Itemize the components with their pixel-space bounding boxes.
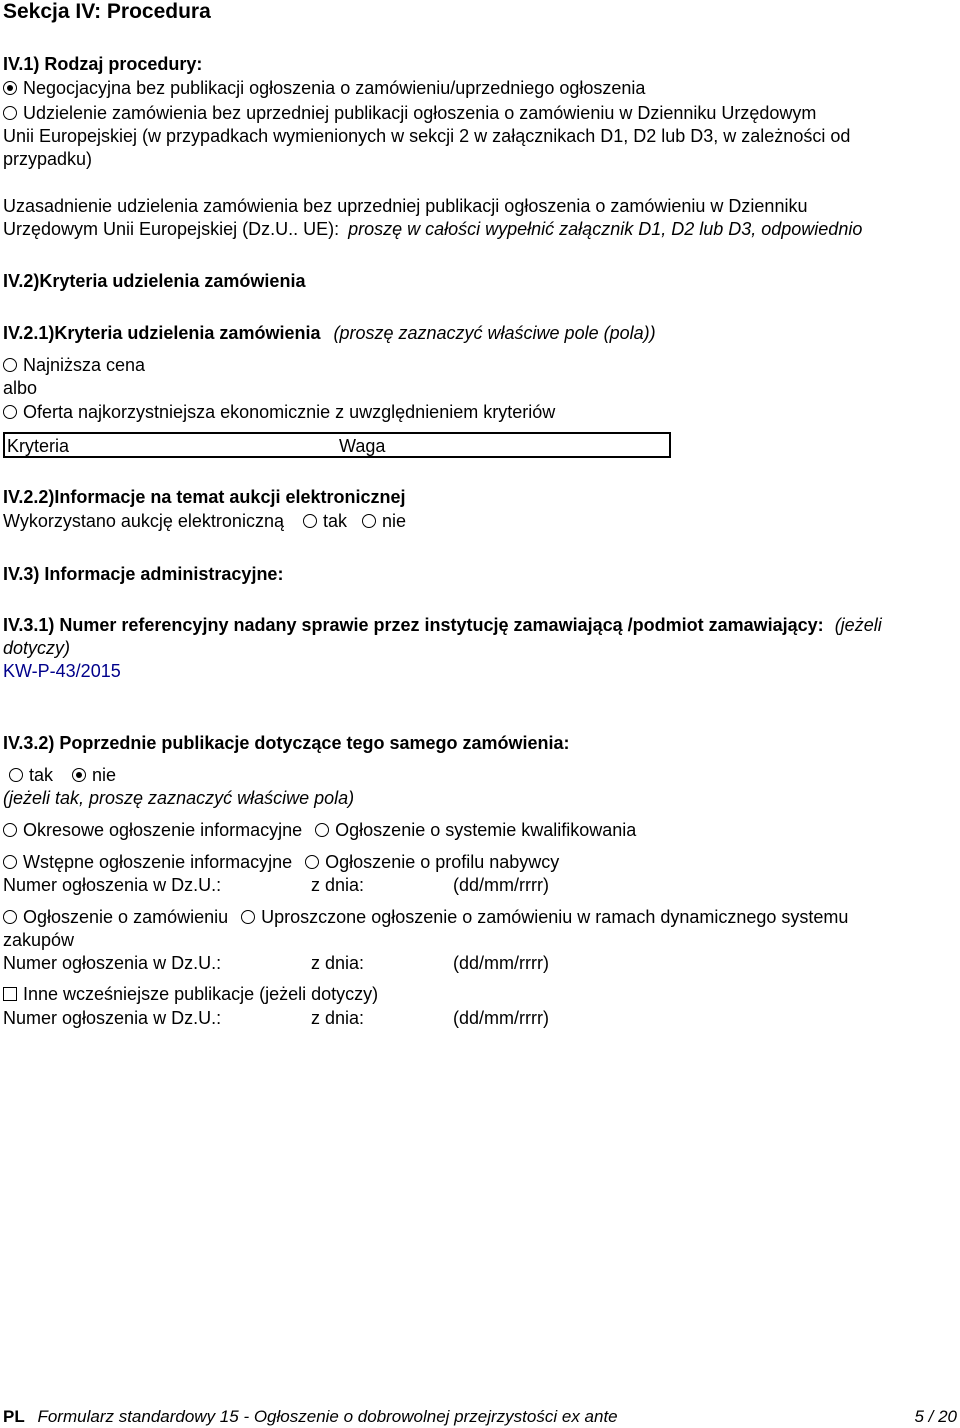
justification-line2 — [3, 218, 862, 240]
date-label: z dnia: — [311, 953, 365, 973]
periodic-notice-row — [3, 819, 636, 841]
other-publications-label: Inne wcześniejsze publikacje (jeżeli dotyczy) — [23, 984, 379, 1004]
lowest-price-label: Najniższa cena — [23, 355, 146, 375]
buyer-profile-notice-option[interactable] — [305, 852, 559, 872]
if-yes-note: (jeżeli tak, proszę zaznaczyć właściwe pola) — [3, 788, 355, 808]
radio-unchecked-icon[interactable] — [3, 910, 17, 924]
previous-yes-option[interactable] — [9, 765, 53, 785]
iv21-heading-row — [3, 322, 656, 344]
notice-number-label: Numer ogłoszenia w Dz.U.: — [3, 875, 222, 895]
radio-unchecked-icon[interactable] — [305, 855, 319, 869]
radio-checked-icon[interactable] — [3, 81, 17, 95]
reference-number: KW-P-43/2015 — [3, 661, 121, 681]
weight-column-header: Waga — [339, 436, 386, 456]
contract-notice-row — [3, 906, 848, 928]
iv31-note-line2: dotyczy) — [3, 638, 71, 658]
other-publications-option[interactable] — [3, 983, 378, 1005]
iv22-heading: IV.2.2)Informacje na temat aukcji elektronicznej — [3, 487, 406, 507]
radio-unchecked-icon[interactable] — [3, 106, 17, 120]
section-title: Sekcja IV: Procedura — [3, 0, 211, 23]
radio-unchecked-icon[interactable] — [241, 910, 255, 924]
date-format: (dd/mm/rrrr) — [453, 1008, 549, 1028]
footer-page-number: 5 / 20 — [914, 1407, 957, 1426]
date-label: z dnia: — [311, 1008, 365, 1028]
best-offer-label: Oferta najkorzystniejsza ekonomicznie z uwzględnieniem kryteriów — [23, 402, 556, 422]
iv31-heading: IV.3.1) Numer referencyjny nadany sprawie przez instytucję zamawiającą /podmiot zamawiający: — [3, 615, 824, 635]
iv1-heading: IV.1) Rodzaj procedury: — [3, 54, 203, 74]
qualification-notice-label: Ogłoszenie o systemie kwalifikowania — [335, 820, 637, 840]
procedure-option-award-without-publication[interactable] — [3, 102, 816, 124]
procedure-option-award-label-line3: przypadku) — [3, 149, 93, 169]
iv2-heading: IV.2)Kryteria udzielenia zamówienia — [3, 271, 306, 291]
previous-no-option[interactable] — [72, 765, 116, 785]
criteria-column-header: Kryteria — [7, 436, 70, 456]
auction-label: Wykorzystano aukcję elektroniczną — [3, 511, 284, 531]
radio-unchecked-icon[interactable] — [3, 358, 17, 372]
auction-yes-label: tak — [322, 511, 347, 531]
date-format: (dd/mm/rrrr) — [453, 875, 549, 895]
qualification-notice-option[interactable] — [315, 820, 636, 840]
previous-yes-label: tak — [29, 765, 54, 785]
auction-row — [3, 510, 406, 532]
footer — [3, 1406, 618, 1428]
iv21-heading: IV.2.1)Kryteria udzielenia zamówienia — [3, 323, 321, 343]
periodic-notice-label: Okresowe ogłoszenie informacyjne — [23, 820, 303, 840]
previous-no-label: nie — [92, 765, 117, 785]
iv31-note: (jeżeli — [834, 615, 882, 635]
notice-number-label: Numer ogłoszenia w Dz.U.: — [3, 953, 222, 973]
procedure-option-award-label-line2: Unii Europejskiej (w przypadkach wymienionych w sekcji 2 w załącznikach D1, D2 lub D3, w zależności od — [3, 126, 851, 146]
prior-info-row — [3, 851, 559, 873]
auction-yes-option[interactable] — [303, 511, 347, 531]
simplified-notice-option[interactable] — [241, 907, 848, 927]
iv21-note: (proszę zaznaczyć właściwe pole (pola)) — [333, 323, 656, 343]
justification-line1: Uzasadnienie udzielenia zamówienia bez uprzedniej publikacji ogłoszenia o zamówieniu w Dzienniku — [3, 196, 808, 216]
simplified-notice-label-line1: Uproszczone ogłoszenie o zamówieniu w ramach dynamicznego systemu — [261, 907, 849, 927]
radio-unchecked-icon[interactable] — [3, 405, 17, 419]
contract-notice-label: Ogłoszenie o zamówieniu — [23, 907, 229, 927]
prior-info-notice-label: Wstępne ogłoszenie informacyjne — [23, 852, 293, 872]
contract-notice-option[interactable] — [3, 907, 228, 927]
justification-note: proszę w całości wypełnić załącznik D1, D2 lub D3, odpowiednio — [348, 219, 863, 239]
radio-unchecked-icon[interactable] — [3, 855, 17, 869]
criteria-table — [3, 432, 671, 458]
justification-label: Urzędowym Unii Europejskiej (Dz.U.. UE): — [3, 219, 340, 239]
procedure-option-negotiated[interactable] — [3, 77, 645, 99]
simplified-notice-label-line2: zakupów — [3, 930, 75, 950]
procedure-option-negotiated-label: Negocjacyjna bez publikacji ogłoszenia o zamówieniu/uprzedniego ogłoszenia — [23, 78, 646, 98]
radio-unchecked-icon[interactable] — [303, 514, 317, 528]
auction-no-option[interactable] — [362, 511, 406, 531]
iv3-heading: IV.3) Informacje administracyjne: — [3, 564, 284, 584]
date-format: (dd/mm/rrrr) — [453, 953, 549, 973]
periodic-notice-option[interactable] — [3, 820, 302, 840]
radio-checked-icon[interactable] — [72, 768, 86, 782]
iv31-heading-row — [3, 614, 882, 636]
footer-title: Formularz standardowy 15 - Ogłoszenie o dobrowolnej przejrzystości ex ante — [37, 1407, 618, 1426]
radio-unchecked-icon[interactable] — [362, 514, 376, 528]
iv32-heading: IV.3.2) Poprzednie publikacje dotyczące tego samego zamówienia: — [3, 733, 570, 753]
radio-unchecked-icon[interactable] — [315, 823, 329, 837]
footer-lang: PL — [3, 1407, 25, 1426]
buyer-profile-notice-label: Ogłoszenie o profilu nabywcy — [325, 852, 560, 872]
or-label: albo — [3, 378, 38, 398]
procedure-option-award-label-line1: Udzielenie zamówienia bez uprzedniej publikacji ogłoszenia o zamówieniu w Dzienniku Urzędowym — [23, 103, 817, 123]
auction-no-label: nie — [382, 511, 407, 531]
criteria-option-lowest-price[interactable] — [3, 354, 145, 376]
prior-info-notice-option[interactable] — [3, 852, 292, 872]
date-label: z dnia: — [311, 875, 365, 895]
radio-unchecked-icon[interactable] — [9, 768, 23, 782]
notice-number-label: Numer ogłoszenia w Dz.U.: — [3, 1008, 222, 1028]
previous-publication-row — [9, 764, 116, 786]
criteria-option-best-offer[interactable] — [3, 401, 555, 423]
radio-unchecked-icon[interactable] — [3, 823, 17, 837]
checkbox-unchecked-icon[interactable] — [3, 987, 17, 1001]
